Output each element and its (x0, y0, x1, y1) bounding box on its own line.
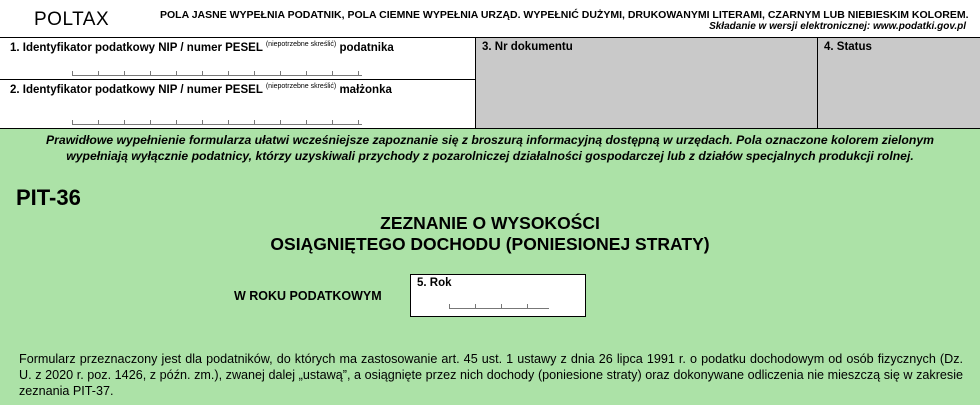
taxpayer-nip-label (10, 41, 394, 54)
taxpayer-nip-label-suffix: podatnika (336, 41, 394, 54)
nip-fields-block (0, 38, 476, 129)
form-title-line-1: ZEZNANIE O WYSOKOŚCI (380, 213, 600, 233)
document-number-field (476, 38, 818, 129)
taxpayer-nip-field[interactable] (0, 38, 475, 80)
business-section (0, 128, 980, 405)
taxpayer-nip-label-main: 1. Identyfikator podatkowy NIP / numer PESEL (10, 41, 266, 54)
document-number-label: 3. Nr dokumentu (482, 41, 573, 53)
form-description: Formularz przeznaczony jest dla podatników, do których ma zastosowanie art. 45 ust. 1 ustawy z dnia 26 lipca 1991 r. o podatku dochodowym od osób fizycznych (Dz. U. z 2020 r. poz. 1426, z późn. zm.), zwanej dalej „ustawą”, a osiągnięte przez nich dochody (poniesione straty) oraz dokonywane odliczenia nie mieszczą się w zakresie zeznania PIT-37. (19, 352, 963, 398)
status-label: 4. Status (824, 41, 872, 53)
tax-year-field[interactable] (410, 274, 586, 317)
electronic-filing-note: Składanie w wersji elektronicznej: www.podatki.gov.pl (709, 21, 966, 32)
taxpayer-nip-input-guide[interactable] (72, 68, 362, 76)
status-field (818, 38, 980, 129)
tax-year-caption: W ROKU PODATKOWYM (234, 289, 382, 303)
spouse-nip-input-guide[interactable] (72, 117, 362, 125)
fill-instructions: POLA JASNE WYPEŁNIA PODATNIK, POLA CIEMNE WYPEŁNIA URZĄD. WYPEŁNIĆ DUŻYMI, DRUKOWANYMI LITERAMI, CZARNYM LUB NIEBIESKIM KOLOREM. (160, 9, 969, 21)
tax-year-label: 5. Rok (417, 277, 452, 289)
tax-year-input-guide[interactable] (449, 301, 549, 309)
form-code: PIT-36 (16, 185, 81, 210)
identification-grid (0, 37, 980, 128)
spouse-nip-field[interactable] (0, 80, 475, 129)
spouse-nip-label-suffix: małżonka (336, 83, 392, 96)
form-notice: Prawidłowe wypełnienie formularza ułatwi wcześniejsze zapoznanie się z broszurą informacyjną dostępną w urzędach. Pola oznaczone kolorem zielonym wypełniają wyłącznie podatnicy, którzy uzyskiwali przychody z pozarolniczej działalności gospodarczej lub z działów specjalnych produkcji rolnej. (46, 133, 934, 163)
spouse-nip-note: (niepotrzebne skreślić) (265, 83, 337, 90)
form-title (0, 213, 980, 255)
brand-logo-text: POLTAX (34, 9, 110, 30)
spouse-nip-label-main: 2. Identyfikator podatkowy NIP / numer PESEL (10, 83, 266, 96)
spouse-nip-label (10, 83, 392, 96)
form-title-line-2: OSIĄGNIĘTEGO DOCHODU (PONIESIONEJ STRATY) (270, 234, 710, 254)
taxpayer-nip-note: (niepotrzebne skreślić) (265, 41, 337, 48)
